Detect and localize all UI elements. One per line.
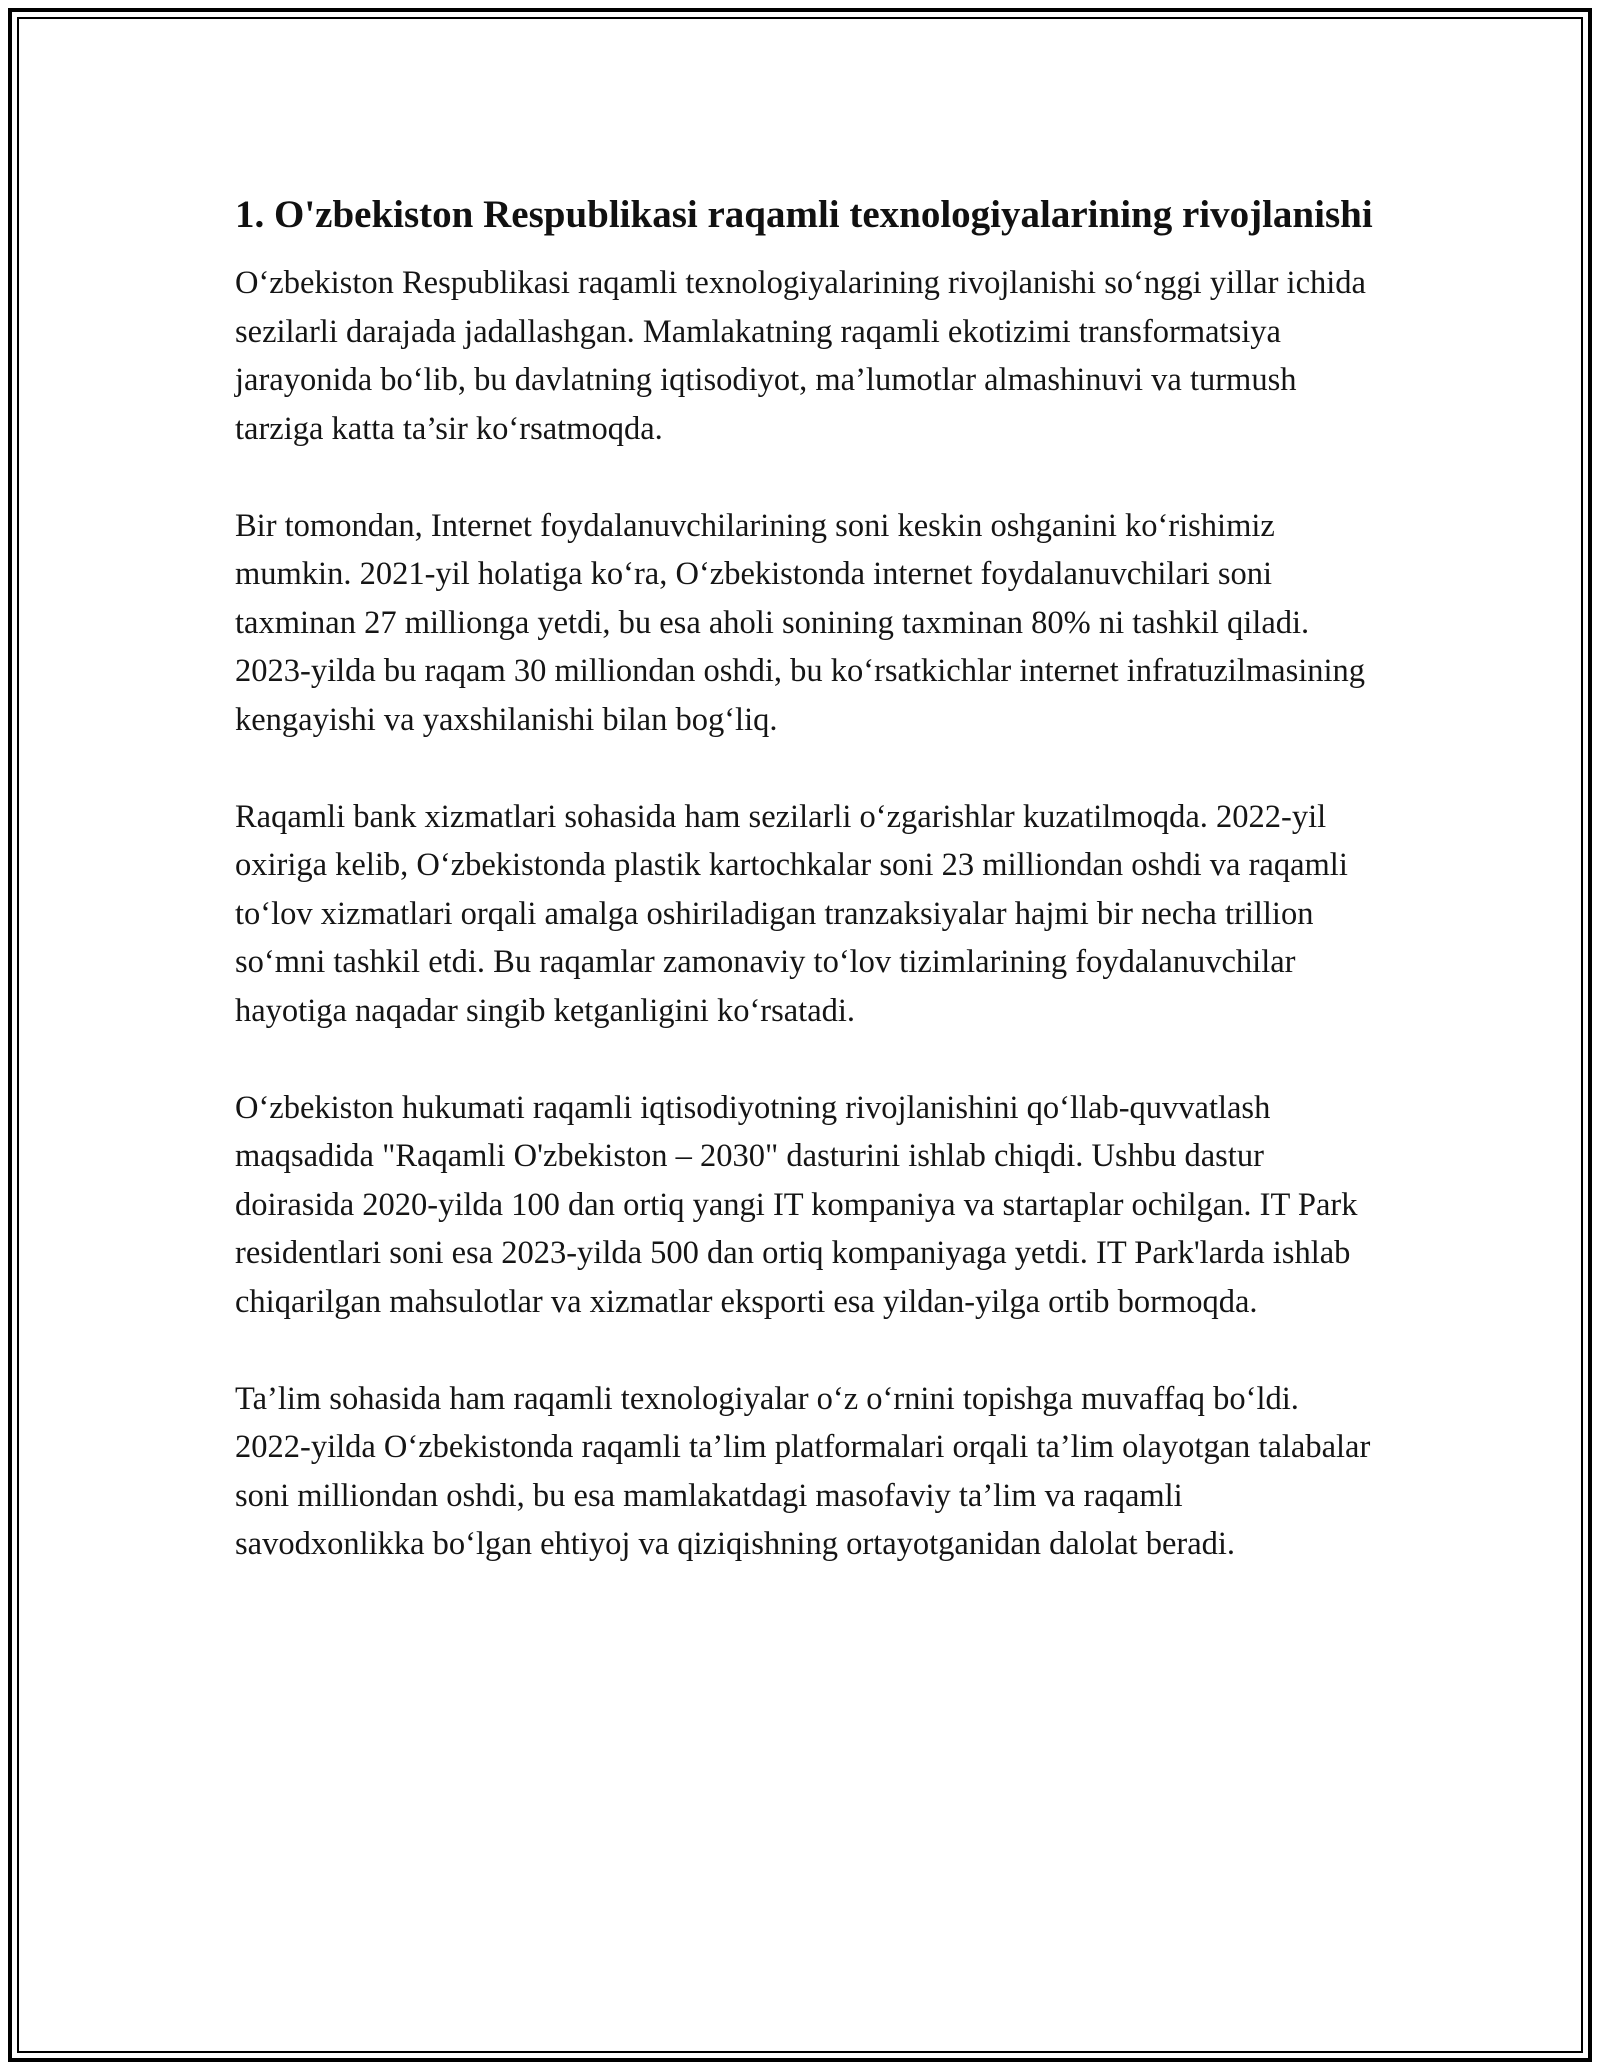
paragraph-internet-users: Bir tomondan, Internet foydalanuvchilarining soni keskin oshganini ko‘rishimiz mumkin. 2021-yil holatiga ko‘ra, O‘zbekistonda internet foydalanuvchilari soni taxminan 27 millionga yetdi, bu esa aholi sonining taxminan 80% ni tashkil qiladi. 2023-yilda bu raqam 30 milliondan oshdi, bu ko‘rsatkichlar internet infratuzilmasining kengayishi va yaxshilanishi bilan bog‘liq. — [235, 507, 1366, 738]
paragraph-digital-banking: Raqamli bank xizmatlari sohasida ham sezilarli o‘zgarishlar kuzatilmoqda. 2022-yil oxiriga kelib, O‘zbekistonda plastik kartochkalar soni 23 milliondan oshdi va raqamli to‘lov xizmatlari orqali amalga oshiriladigan tranzaksiyalar hajmi bir necha trillion so‘mni tashkil etdi. Bu raqamlar zamonaviy to‘lov tizimlarining foydalanuvchilar hayotiga naqadar singib ketganligini ko‘rsatadi. — [235, 798, 1348, 1029]
paragraph-education: Ta’lim sohasida ham raqamli texnologiyalar o‘z o‘rnini topishga muvaffaq bo‘ldi. 2022-yilda O‘zbekistonda raqamli ta’lim platformalari orqali ta’lim olayotgan talabalar soni milliondan oshdi, bu esa mamlakatdagi masofaviy ta’lim va raqamli savodxonlikka bo‘lgan ehtiyoj va qiziqishning ortayotganidan dalolat beradi. — [235, 1380, 1371, 1562]
section-heading: 1. O'zbekiston Respublikasi raqamli texnologiyalarining rivojlanishi — [235, 193, 1373, 236]
paragraph-intro: O‘zbekiston Respublikasi raqamli texnologiyalarining rivojlanishi so‘nggi yillar ichida sezilarli darajada jadallashgan. Mamlakatning raqamli ekotizimi transformatsiya jarayonida bo‘lib, bu davlatning iqtisodiyot, ma’lumotlar almashinuvi va turmush tarziga katta ta’sir ko‘rsatmoqda. — [235, 265, 1366, 447]
paragraph-government-program: O‘zbekiston hukumati raqamli iqtisodiyotning rivojlanishini qo‘llab-quvvatlash maqsadida "Raqamli O'zbekiston – 2030" dasturini ishlab chiqdi. Ushbu dastur doirasida 2020-yilda 100 dan ortiq yangi IT kompaniya va startaplar ochilgan. IT Park residentlari soni esa 2023-yilda 500 dan ortiq kompaniyaga yetdi. IT Park'larda ishlab chiqarilgan mahsulotlar va xizmatlar eksporti esa yildan-yilga ortib bormoqda. — [235, 1089, 1358, 1320]
document-body — [235, 190, 1375, 1569]
